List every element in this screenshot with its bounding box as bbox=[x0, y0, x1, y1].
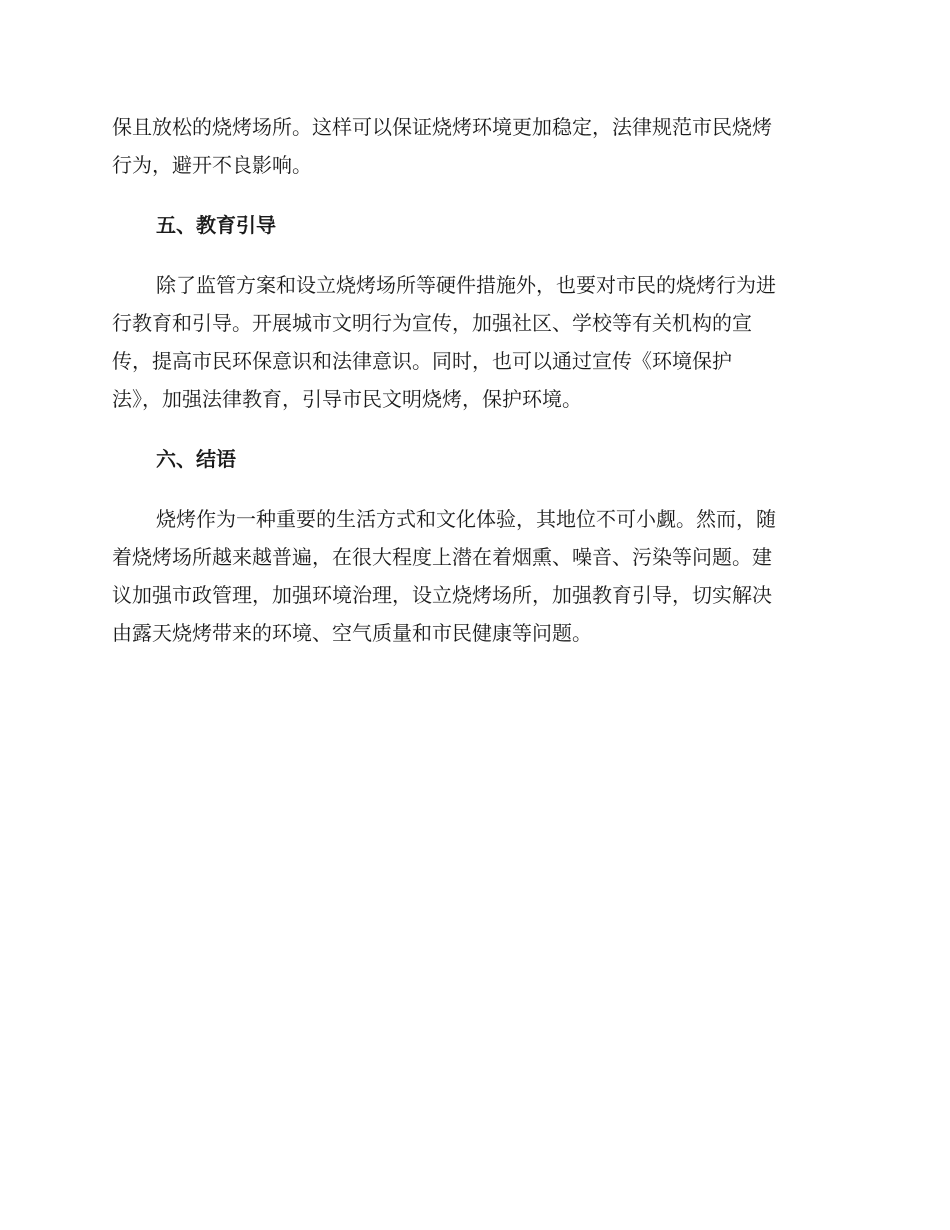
paragraph-line: 着烧烤场所越来越普遍，在很大程度上潜在着烟熏、噪音、污染等问题。建 bbox=[112, 545, 772, 569]
paragraph-line: 保且放松的烧烤场所。这样可以保证烧烤环境更加稳定，法律规范市民烧烤 bbox=[112, 115, 772, 139]
section-heading-education: 五、教育引导 bbox=[156, 213, 276, 237]
paragraph-line: 行教育和引导。开展城市文明行为宣传，加强社区、学校等有关机构的宣 bbox=[112, 311, 752, 335]
paragraph-line: 烧烤作为一种重要的生活方式和文化体验，其地位不可小觑。然而，随 bbox=[156, 507, 776, 531]
paragraph-line: 议加强市政管理，加强环境治理，设立烧烤场所，加强教育引导，切实解决 bbox=[112, 583, 772, 607]
paragraph-line: 法》，加强法律教育，引导市民文明烧烤，保护环境。 bbox=[112, 387, 582, 411]
paragraph-line: 由露天烧烤带来的环境、空气质量和市民健康等问题。 bbox=[112, 621, 592, 645]
paragraph-line: 传，提高市民环保意识和法律意识。同时，也可以通过宣传《环境保护 bbox=[112, 349, 732, 373]
paragraph-line: 行为，避开不良影响。 bbox=[112, 153, 312, 177]
paragraph-conclusion bbox=[112, 500, 832, 652]
section-heading-conclusion: 六、结语 bbox=[156, 447, 236, 471]
paragraph-line: 除了监管方案和设立烧烤场所等硬件措施外，也要对市民的烧烤行为进 bbox=[156, 273, 776, 297]
document-page bbox=[112, 108, 832, 652]
paragraph-education bbox=[112, 266, 832, 418]
paragraph-continued bbox=[112, 108, 832, 184]
